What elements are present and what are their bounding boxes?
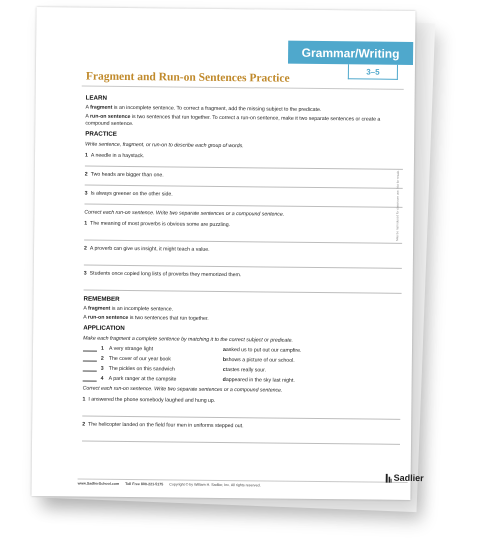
- remember-runon-def: A run-on sentence is two sentences that run together.: [83, 314, 209, 323]
- learn-heading: LEARN: [85, 94, 107, 102]
- practice-item: 1 A needle in a haystack.: [84, 152, 145, 159]
- page-title: Fragment and Run-on Sentences Practice: [85, 70, 290, 85]
- footer-copyright: Copyright © by William H. Sadlier, Inc. All rights reserved.: [169, 482, 261, 488]
- matching-row: 2 The cover of our year book bshows a picture of our school.: [83, 355, 401, 365]
- page-footer: [78, 478, 408, 488]
- grade-range: 3–5: [348, 64, 398, 80]
- application-instruction-2: Correct each run-on sentence. Write two separate sentences or a compound sentence.: [82, 385, 283, 394]
- practice-item: 3 Is always greener on the other side.: [84, 190, 173, 198]
- answer-blank[interactable]: [83, 365, 97, 371]
- application-instruction-1: Make each fragment a complete sentence by matching it to the correct subject or predicate.: [83, 335, 294, 344]
- application-item: 2 The helicopter landed on the field four men in uniforms stepped out.: [82, 421, 244, 429]
- title-divider: [82, 86, 404, 90]
- sadlier-logo: Sadlier: [386, 473, 424, 483]
- matching-row: 1 A very strange light aasked us to put out our campfire.: [83, 345, 401, 355]
- practice-item: 3 Students once copied long lists of proverbs they memorized them.: [83, 270, 242, 279]
- sadlier-mark-icon: [386, 473, 392, 482]
- answer-line[interactable]: [85, 165, 403, 169]
- learn-fragment-def: A fragment is an incomplete sentence. To correct a fragment, add the missing subject to the predicate.: [85, 104, 322, 114]
- worksheet-content: [82, 92, 404, 450]
- application-item: 1 I answered the phone somebody laughed and hung up.: [82, 396, 216, 404]
- footer-site: www.SadlierSchool.com: [77, 481, 120, 486]
- answer-line[interactable]: [82, 440, 400, 444]
- practice-instruction-1: Write sentence, fragment, or run-on to describe each group of words.: [85, 141, 244, 149]
- reproduction-note: May be reproduced for classroom use. Not for resale.: [395, 169, 400, 241]
- subject-banner: Grammar/Writing: [288, 41, 413, 65]
- worksheet-page: [31, 7, 424, 500]
- practice-instruction-2: Correct each run-on sentence. Write two separate sentences or a compound sentence.: [84, 209, 285, 218]
- learn-runon-def: A run-on sentence is two sentences that run together. To correct a run-on sentence, make it two separate sentences or create a compound sentence.: [85, 113, 381, 128]
- remember-fragment-def: A fragment is an incomplete sentence.: [83, 305, 174, 313]
- matching-row: 4 A park ranger at the campsite dappeared in the sky last night.: [83, 375, 401, 385]
- remember-heading: REMEMBER: [83, 295, 120, 303]
- practice-item: 2 Two heads are bigger than one.: [84, 171, 164, 179]
- answer-line[interactable]: [85, 184, 403, 188]
- application-heading: APPLICATION: [83, 324, 125, 333]
- practice-heading: PRACTICE: [85, 130, 117, 139]
- answer-line[interactable]: [82, 415, 400, 419]
- matching-row: 3 The pickles on this sandwich ctastes really sour.: [83, 365, 401, 375]
- answer-line[interactable]: [85, 203, 403, 207]
- answer-blank[interactable]: [83, 375, 97, 381]
- answer-line[interactable]: [84, 289, 402, 293]
- answer-line[interactable]: [84, 239, 402, 243]
- footer-phone: Toll Free 800-221-5175: [125, 481, 164, 487]
- answer-blank[interactable]: [83, 355, 97, 361]
- answer-line[interactable]: [84, 264, 402, 268]
- answer-blank[interactable]: [83, 345, 97, 351]
- practice-item: 1 The meaning of most proverbs is obvious some are puzzling.: [84, 220, 231, 228]
- practice-item: 2 A proverb can give us insight, it might teach a value.: [84, 245, 210, 253]
